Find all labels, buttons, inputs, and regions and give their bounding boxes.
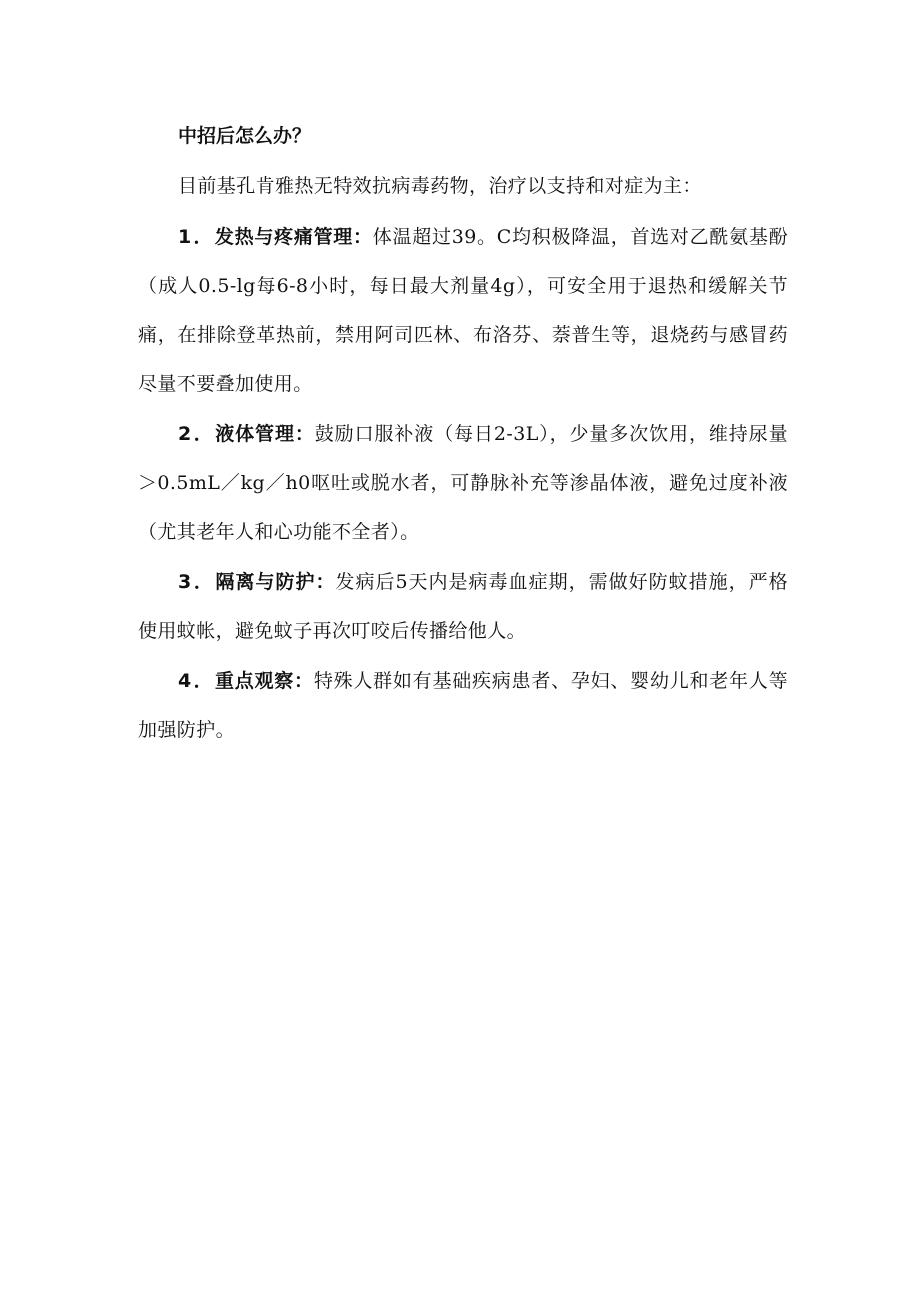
intro-paragraph: 目前基孔肯雅热无特效抗病毒药物，治疗以支持和对症为主：	[178, 175, 702, 197]
item-title: 发热与疼痛管理：	[214, 226, 373, 248]
item-text: 体温超过39。C均积极降温，首选对乙酰氨基酚（成人0.5-lg每6-8小时，每日最大剂量4g），可安全用于退热和缓解关节痛，在排除登革热前，禁用阿司匹林、布洛芬、萘普生等，退烧药与感冒药尽量不要叠加使用。	[138, 226, 788, 395]
item-number: 1．	[178, 226, 215, 248]
item-number: 2．	[178, 423, 216, 445]
item-number: 4．	[178, 670, 215, 692]
item-text: 鼓励口服补液（每日2-3L），少量多次饮用，维持尿量＞0.5mL／kg／h0呕吐或脱水者，可静脉补充等渗晶体液，避免过度补液（尤其老年人和心功能不全者）。	[138, 423, 788, 543]
item-fever-pain	[138, 213, 788, 409]
item-isolation	[138, 558, 788, 656]
item-text: 发病后5天内是病毒血症期，需做好防蚊措施，严格使用蚊帐，避免蚊子再次叮咬后传播给他人。	[138, 571, 788, 642]
item-title: 隔离与防护：	[215, 571, 336, 593]
item-title: 液体管理：	[215, 423, 315, 445]
document-body	[138, 112, 788, 755]
item-title: 重点观察：	[214, 670, 314, 692]
item-key-observation	[138, 657, 788, 755]
item-number: 3．	[178, 571, 216, 593]
item-fluid-management	[138, 410, 788, 557]
section-heading: 中招后怎么办？	[178, 125, 312, 147]
item-text: 特殊人群如有基础疾病患者、孕妇、婴幼儿和老年人等加强防护。	[138, 670, 788, 741]
